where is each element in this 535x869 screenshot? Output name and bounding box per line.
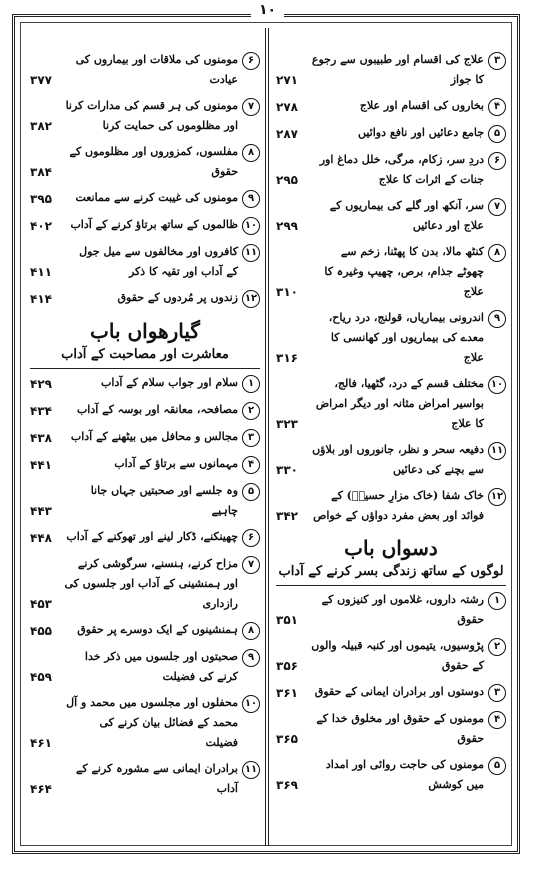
chapter-title: دسواں باب bbox=[344, 536, 438, 560]
entry-title: صحبتوں اور جلسوں میں ذکر خدا کرنے کی فضیلت bbox=[84, 650, 238, 683]
toc-entry[interactable] bbox=[276, 308, 506, 368]
entry-number: ۱۰ bbox=[242, 217, 260, 235]
left-column bbox=[30, 50, 260, 840]
entry-number: ۱۱ bbox=[242, 244, 260, 262]
toc-entry[interactable] bbox=[30, 50, 260, 90]
entry-title: خاک شفا (خاک مزارِ حسینؑ) کے فوائد اور بعض مفرد دواؤں کے خواص bbox=[313, 489, 484, 522]
entry-number: ۹ bbox=[242, 190, 260, 208]
chapter-subtitle: لوگوں کے ساتھ زندگی بسر کرنے کے آداب bbox=[276, 562, 506, 586]
entry-title: ہمنشینوں کے ایک دوسرے پر حقوق bbox=[77, 623, 238, 636]
entry-page-number: ۳۱۰ bbox=[276, 285, 298, 299]
entry-page-number: ۳۷۷ bbox=[30, 73, 52, 87]
toc-entry[interactable] bbox=[276, 123, 506, 144]
toc-entry[interactable] bbox=[30, 527, 260, 548]
entry-page-number: ۳۶۵ bbox=[276, 732, 298, 746]
toc-entry[interactable] bbox=[276, 242, 506, 302]
entry-title: وہ جلسے اور صحبتیں جہاں جانا چاہیے bbox=[90, 484, 238, 517]
entry-title: جامع دعائیں اور نافع دوائیں bbox=[357, 126, 484, 139]
entry-title: مختلف قسم کے درد، گٹھیا، فالج، بواسیر امراض مثانہ اور دیگر امراض کا علاج bbox=[315, 377, 484, 430]
entry-title: مومنوں کی غیبت کرنے سے ممانعت bbox=[75, 191, 238, 204]
entry-page-number: ۴۱۴ bbox=[30, 292, 52, 306]
toc-entry[interactable] bbox=[276, 709, 506, 749]
entry-title: دوستوں اور برادران ایمانی کے حقوق bbox=[314, 685, 484, 698]
entry-title: زندوں پر مُردوں کے حقوق bbox=[117, 291, 238, 304]
entry-page-number: ۴۵۹ bbox=[30, 670, 52, 684]
entry-page-number: ۴۴۸ bbox=[30, 531, 52, 545]
entry-title: مصافحہ، معانقہ اور بوسہ کے آداب bbox=[76, 403, 238, 416]
chapter-subtitle: معاشرت اور مصاحبت کے آداب bbox=[30, 345, 260, 369]
entry-page-number: ۳۳۰ bbox=[276, 463, 298, 477]
page-number: ۱۰ bbox=[0, 2, 535, 18]
toc-entry[interactable] bbox=[30, 400, 260, 421]
entry-page-number: ۲۷۱ bbox=[276, 73, 298, 87]
entry-title: رشتہ داروں، غلاموں اور کنیزوں کے حقوق bbox=[321, 593, 484, 626]
entry-page-number: ۲۸۷ bbox=[276, 127, 298, 141]
entry-title: مجالس و محافل میں بیٹھنے کے آداب bbox=[70, 430, 238, 443]
entry-title: مومنوں کی حاجت روائی اور امداد میں کوشش bbox=[325, 758, 484, 791]
entry-number: ۱۱ bbox=[488, 442, 506, 460]
entry-title: برادران ایمانی سے مشورہ کرنے کے آداب bbox=[75, 762, 238, 795]
chapter-heading bbox=[30, 317, 260, 369]
entry-number: ۵ bbox=[488, 125, 506, 143]
entry-page-number: ۳۴۲ bbox=[276, 509, 298, 523]
entry-number: ۶ bbox=[488, 152, 506, 170]
entry-page-number: ۳۸۴ bbox=[30, 165, 52, 179]
entry-page-number: ۴۵۳ bbox=[30, 597, 52, 611]
entry-page-number: ۴۲۹ bbox=[30, 377, 52, 391]
entry-number: ۸ bbox=[242, 144, 260, 162]
entry-number: ۴ bbox=[488, 98, 506, 116]
entry-number: ۲ bbox=[242, 402, 260, 420]
entry-page-number: ۴۰۲ bbox=[30, 219, 52, 233]
toc-entry[interactable] bbox=[30, 481, 260, 521]
entry-number: ۳ bbox=[242, 429, 260, 447]
entry-number: ۸ bbox=[242, 622, 260, 640]
entry-page-number: ۲۹۹ bbox=[276, 219, 298, 233]
toc-entry[interactable] bbox=[276, 486, 506, 526]
toc-entry[interactable] bbox=[30, 96, 260, 136]
entry-title: علاج کی اقسام اور طبیبوں سے رجوع کا جواز bbox=[311, 53, 484, 86]
entry-page-number: ۳۶۹ bbox=[276, 778, 298, 792]
toc-entry[interactable] bbox=[276, 96, 506, 117]
entry-title: ظالموں کے ساتھ برتاؤ کرنے کے آداب bbox=[70, 218, 238, 231]
toc-entry[interactable] bbox=[30, 454, 260, 475]
toc-entry[interactable] bbox=[276, 374, 506, 434]
entry-title: دفیعہ سحر و نظر، جانوروں اور بلاؤں سے بچنے کی دعائیں bbox=[312, 443, 484, 476]
toc-entry[interactable] bbox=[276, 682, 506, 703]
toc-entry[interactable] bbox=[276, 755, 506, 795]
entry-number: ۹ bbox=[242, 649, 260, 667]
entry-number: ۹ bbox=[488, 310, 506, 328]
entry-page-number: ۴۳۸ bbox=[30, 431, 52, 445]
entry-page-number: ۳۶۱ bbox=[276, 686, 298, 700]
chapter-heading bbox=[276, 534, 506, 586]
entry-number: ۲ bbox=[488, 638, 506, 656]
toc-entry[interactable] bbox=[276, 150, 506, 190]
entry-page-number: ۴۳۴ bbox=[30, 404, 52, 418]
entry-title: چھینکنے، ڈکار لینے اور تھوکنے کے آداب bbox=[66, 530, 238, 543]
entry-number: ۸ bbox=[488, 244, 506, 262]
toc-entry[interactable] bbox=[30, 188, 260, 209]
toc-entry[interactable] bbox=[276, 440, 506, 480]
toc-entry[interactable] bbox=[30, 620, 260, 641]
toc-entry[interactable] bbox=[30, 215, 260, 236]
column-divider bbox=[265, 28, 269, 846]
entry-number: ۷ bbox=[242, 556, 260, 574]
entry-page-number: ۴۶۱ bbox=[30, 736, 52, 750]
entry-number: ۵ bbox=[242, 483, 260, 501]
entry-number: ۵ bbox=[488, 757, 506, 775]
entry-number: ۷ bbox=[242, 98, 260, 116]
entry-page-number: ۴۴۱ bbox=[30, 458, 52, 472]
chapter-title: گیارھواں باب bbox=[90, 319, 200, 343]
toc-entry[interactable] bbox=[30, 554, 260, 614]
toc-entry[interactable] bbox=[276, 590, 506, 630]
entry-number: ۱ bbox=[488, 592, 506, 610]
entry-page-number: ۳۵۶ bbox=[276, 659, 298, 673]
entry-number: ۴ bbox=[242, 456, 260, 474]
entry-title: سر، آنکھ اور گلے کی بیماریوں کے علاج اور دعائیں bbox=[329, 199, 484, 232]
entry-title: کافروں اور مخالفوں سے میل جول کے آداب اور تقیہ کا ذکر bbox=[79, 245, 238, 278]
entry-number: ۷ bbox=[488, 198, 506, 216]
entry-number: ۱۰ bbox=[488, 376, 506, 394]
entry-title: بخاروں کی اقسام اور علاج bbox=[359, 99, 484, 112]
toc-entry[interactable] bbox=[30, 373, 260, 394]
toc-entry[interactable] bbox=[276, 50, 506, 90]
entry-title: پڑوسیوں، یتیموں اور کنبہ قبیلہ والوں کے حقوق bbox=[311, 639, 484, 672]
entry-number: ۱۱ bbox=[242, 761, 260, 779]
entry-title: دردِ سر، زکام، مرگی، خلل دماغ اور جنات کے اثرات کا علاج bbox=[319, 153, 484, 186]
entry-page-number: ۴۱۱ bbox=[30, 265, 52, 279]
entry-page-number: ۳۲۳ bbox=[276, 417, 298, 431]
entry-title: کنٹھ مالا، بدن کا پھٹنا، زخم سے چھوٹے جذام، برص، چھیپ وغیرہ کا علاج bbox=[324, 245, 484, 298]
entry-number: ۶ bbox=[242, 52, 260, 70]
entry-page-number: ۳۸۲ bbox=[30, 119, 52, 133]
entry-title: مزاح کرنے، ہنسنے، سرگوشی کرنے اور ہمنشینی کے آداب اور جلسوں کی رازداری bbox=[64, 557, 238, 610]
entry-page-number: ۴۵۵ bbox=[30, 624, 52, 638]
toc-entry[interactable] bbox=[30, 288, 260, 309]
entry-number: ۶ bbox=[242, 529, 260, 547]
entry-page-number: ۲۹۵ bbox=[276, 173, 298, 187]
entry-number: ۴ bbox=[488, 711, 506, 729]
entry-page-number: ۲۷۸ bbox=[276, 100, 298, 114]
entry-title: محفلوں اور مجلسوں میں محمد و آل محمد کے فضائل بیان کرنے کی فضیلت bbox=[66, 696, 238, 749]
entry-title: مومنوں کی ہر قسم کی مدارات کرنا اور مظلوموں کی حمایت کرنا bbox=[65, 99, 238, 132]
entry-page-number: ۴۶۴ bbox=[30, 782, 52, 796]
entry-number: ۳ bbox=[488, 52, 506, 70]
toc-entry[interactable] bbox=[30, 242, 260, 282]
toc-entry[interactable] bbox=[30, 693, 260, 753]
entry-page-number: ۳۱۶ bbox=[276, 351, 298, 365]
entry-number: ۱ bbox=[242, 375, 260, 393]
toc-entry[interactable] bbox=[30, 759, 260, 799]
entry-title: مومنوں کے حقوق اور مخلوق خدا کے حقوق bbox=[316, 712, 484, 745]
entry-title: مفلسوں، کمزوروں اور مظلوموں کے حقوق bbox=[69, 145, 238, 178]
toc-entry[interactable] bbox=[30, 142, 260, 182]
entry-page-number: ۳۵۱ bbox=[276, 613, 298, 627]
right-column bbox=[276, 50, 506, 840]
entry-title: اندرونی بیماریاں، قولنج، درد ریاح، معدے کی بیماریوں اور کھانسی کا علاج bbox=[328, 311, 484, 364]
entry-title: مہمانوں سے برتاؤ کے آداب bbox=[114, 457, 238, 470]
entry-title: مومنوں کی ملاقات اور بیماروں کی عیادت bbox=[75, 53, 238, 86]
entry-title: سلام اور جواب سلام کے آداب bbox=[101, 376, 238, 389]
toc-entry[interactable] bbox=[276, 196, 506, 236]
entry-page-number: ۴۴۳ bbox=[30, 504, 52, 518]
entry-number: ۱۲ bbox=[242, 290, 260, 308]
toc-entry[interactable] bbox=[30, 647, 260, 687]
entry-number: ۱۰ bbox=[242, 695, 260, 713]
entry-number: ۳ bbox=[488, 684, 506, 702]
toc-entry[interactable] bbox=[276, 636, 506, 676]
toc-entry[interactable] bbox=[30, 427, 260, 448]
entry-number: ۱۲ bbox=[488, 488, 506, 506]
entry-page-number: ۳۹۵ bbox=[30, 192, 52, 206]
